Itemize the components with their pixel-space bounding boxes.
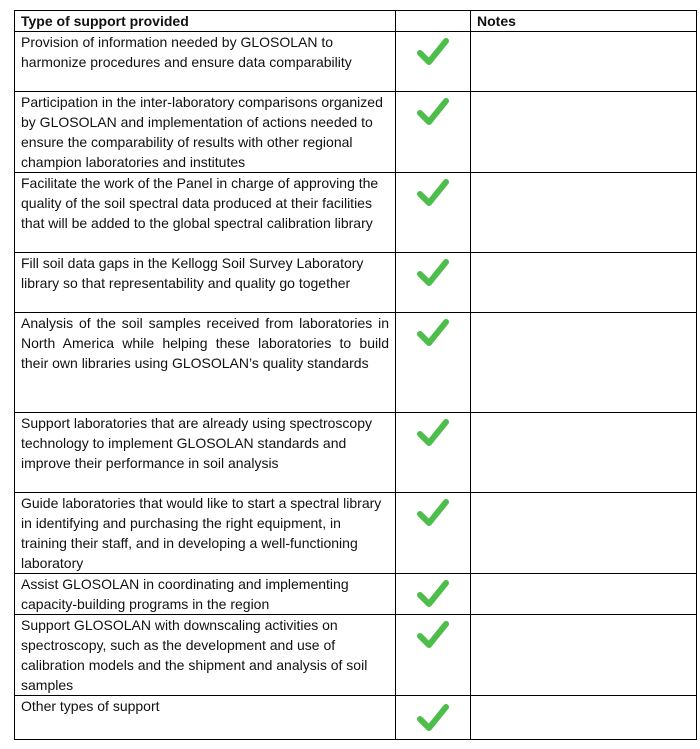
table-row bbox=[15, 615, 697, 696]
check-cell bbox=[396, 173, 471, 253]
notes-cell[interactable] bbox=[471, 173, 697, 253]
check-cell bbox=[396, 696, 471, 740]
notes-cell[interactable] bbox=[471, 493, 697, 574]
notes-cell[interactable] bbox=[471, 574, 697, 615]
support-description bbox=[15, 32, 396, 92]
support-text: Participation in the inter-laboratory comparisons organized by GLOSOLAN and implementation of actions needed to ensure the comparability of results with other regional champion laboratories and institutes bbox=[21, 94, 383, 170]
table-row bbox=[15, 313, 697, 413]
table-row bbox=[15, 493, 697, 574]
support-text: Support laboratories that are already using spectroscopy technology to implement GLOSOLAN standards and improve their performance in soil analysis bbox=[21, 415, 372, 471]
table-row bbox=[15, 253, 697, 313]
table-row bbox=[15, 92, 697, 173]
check-cell bbox=[396, 413, 471, 493]
support-text: Guide laboratories that would like to start a spectral library in identifying and purchasing the right equipment, in training their staff, and in developing a well-functioning laboratory bbox=[21, 495, 382, 571]
support-text: Facilitate the work of the Panel in charge of approving the quality of the soil spectral data produced at their facilities that will be added to the global spectral calibration library bbox=[21, 175, 379, 231]
notes-cell[interactable] bbox=[471, 313, 697, 413]
checkmark-icon bbox=[416, 317, 450, 349]
notes-cell[interactable] bbox=[471, 32, 697, 92]
support-description bbox=[15, 253, 396, 313]
support-description bbox=[15, 173, 396, 253]
table-row bbox=[15, 173, 697, 253]
table-row bbox=[15, 696, 697, 740]
check-cell bbox=[396, 615, 471, 696]
support-description bbox=[15, 92, 396, 173]
support-text: Other types of support bbox=[21, 698, 160, 714]
checkmark-icon bbox=[416, 578, 450, 610]
checkmark-icon bbox=[416, 702, 450, 734]
checkmark-icon bbox=[416, 497, 450, 529]
table-row bbox=[15, 413, 697, 493]
table-row bbox=[15, 574, 697, 615]
checkmark-icon bbox=[416, 619, 450, 651]
notes-cell[interactable] bbox=[471, 696, 697, 740]
notes-cell[interactable] bbox=[471, 92, 697, 173]
support-description bbox=[15, 574, 396, 615]
checkmark-icon bbox=[416, 177, 450, 209]
checkmark-icon bbox=[416, 96, 450, 128]
checkmark-icon bbox=[416, 257, 450, 289]
header-notes: Notes bbox=[471, 11, 697, 32]
check-cell bbox=[396, 493, 471, 574]
support-text: Provision of information needed by GLOSOLAN to harmonize procedures and ensure data comparability bbox=[21, 34, 352, 70]
support-text: Assist GLOSOLAN in coordinating and implementing capacity-building programs in the region bbox=[21, 576, 349, 612]
check-cell bbox=[396, 313, 471, 413]
header-row bbox=[15, 11, 697, 32]
notes-cell[interactable] bbox=[471, 253, 697, 313]
support-description bbox=[15, 493, 396, 574]
support-description bbox=[15, 313, 396, 413]
check-cell bbox=[396, 574, 471, 615]
header-check bbox=[396, 11, 471, 32]
checkmark-icon bbox=[416, 36, 450, 68]
support-table bbox=[14, 10, 697, 740]
support-text: Support GLOSOLAN with downscaling activities on spectroscopy, such as the development and use of calibration models and the shipment and analysis of soil samples bbox=[21, 617, 368, 693]
header-support-type: Type of support provided bbox=[15, 11, 396, 32]
support-description bbox=[15, 413, 396, 493]
support-text: Fill soil data gaps in the Kellogg Soil Survey Laboratory library so that representability and quality go together bbox=[21, 255, 364, 291]
check-cell bbox=[396, 92, 471, 173]
checkmark-icon bbox=[416, 417, 450, 449]
support-description bbox=[15, 696, 396, 740]
notes-cell[interactable] bbox=[471, 615, 697, 696]
support-text: Analysis of the soil samples received from laboratories in North America while helping these laboratories to build their own libraries using GLOSOLAN’s quality standards bbox=[21, 315, 389, 371]
check-cell bbox=[396, 32, 471, 92]
table-row bbox=[15, 32, 697, 92]
notes-cell[interactable] bbox=[471, 413, 697, 493]
support-description bbox=[15, 615, 396, 696]
check-cell bbox=[396, 253, 471, 313]
